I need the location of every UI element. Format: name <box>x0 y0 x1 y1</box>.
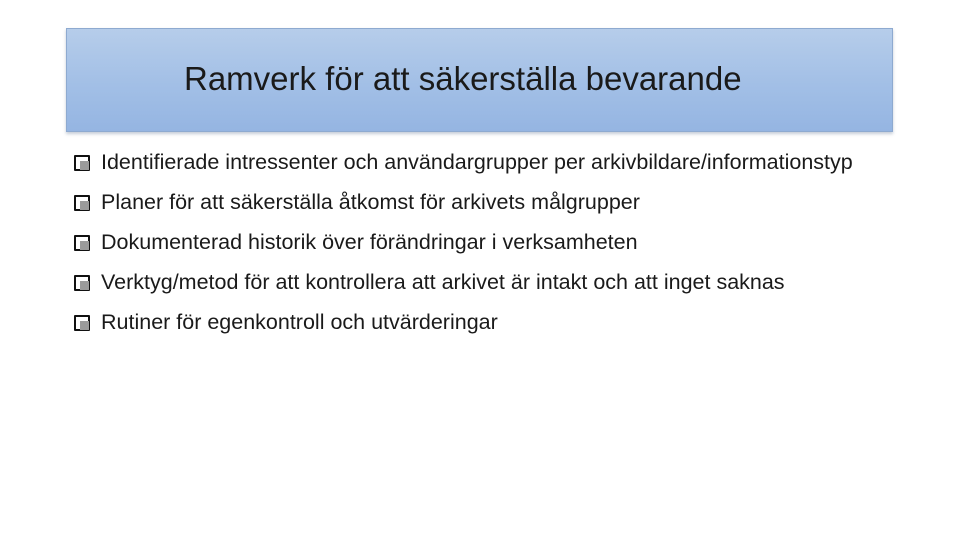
bullet-text: Planer för att säkerställa åtkomst för arkivets målgrupper <box>101 190 640 214</box>
bullet-item <box>74 309 894 336</box>
checkbox-square-icon <box>74 195 90 211</box>
checkbox-square-icon <box>74 275 90 291</box>
bullet-item <box>74 269 894 296</box>
bullet-item <box>74 229 894 256</box>
bullet-text: Verktyg/metod för att kontrollera att arkivet är intakt och att inget saknas <box>101 270 785 294</box>
title-banner <box>66 28 893 132</box>
bullet-item <box>74 149 894 176</box>
bullet-list <box>74 149 894 349</box>
bullet-text: Identifierade intressenter och användargrupper per arkivbildare/informationstyp <box>101 150 853 174</box>
bullet-text: Rutiner för egenkontroll och utvärderingar <box>101 310 498 334</box>
slide-title: Ramverk för att säkerställa bevarande <box>184 60 742 97</box>
checkbox-square-icon <box>74 155 90 171</box>
checkbox-square-icon <box>74 315 90 331</box>
bullet-text: Dokumenterad historik över förändringar i verksamheten <box>101 230 638 254</box>
checkbox-square-icon <box>74 235 90 251</box>
bullet-item <box>74 189 894 216</box>
